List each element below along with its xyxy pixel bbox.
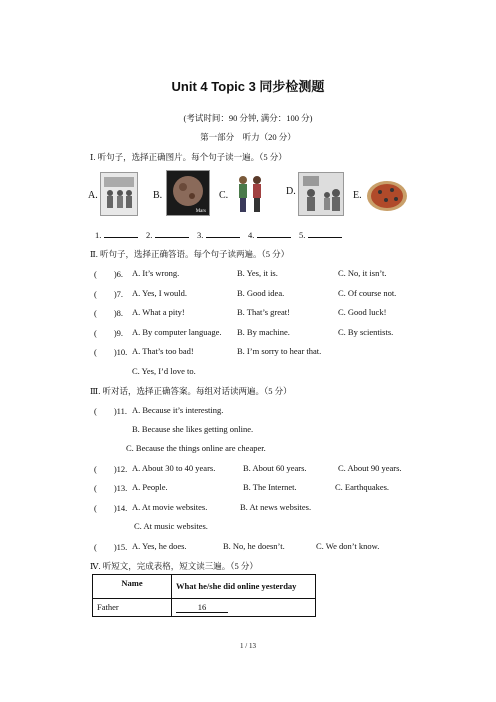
q10-option-c[interactable]: C. Yes, I’d love to. bbox=[132, 366, 196, 376]
option-e-label: E. bbox=[353, 190, 362, 201]
answer-3-label: 3. bbox=[197, 230, 204, 240]
q13-option-b[interactable]: B. The Internet. bbox=[243, 482, 297, 492]
mars-caption: Mars bbox=[195, 209, 206, 214]
page-title: Unit 4 Topic 3 同步检测题 bbox=[171, 79, 325, 94]
answer-table bbox=[92, 574, 316, 617]
q12-option-a[interactable]: A. About 30 to 40 years. bbox=[132, 463, 216, 473]
answer-1-blank[interactable] bbox=[104, 229, 138, 238]
q6-option-c[interactable]: C. No, it isn’t. bbox=[338, 268, 387, 278]
q6-number: ( )6. bbox=[94, 269, 124, 279]
page-number: 1 / 13 bbox=[240, 642, 256, 650]
answer-2-label: 2. bbox=[146, 230, 153, 240]
q8-option-b[interactable]: B. That’s great! bbox=[237, 307, 290, 317]
answer-5-blank[interactable] bbox=[308, 229, 342, 238]
option-d-label: D. bbox=[286, 186, 296, 197]
q7-option-c[interactable]: C. Of course not. bbox=[338, 288, 397, 298]
answer-16-blank[interactable]: 16 bbox=[176, 602, 228, 613]
exam-info: (考试时间：90 分钟, 满分：100 分) bbox=[183, 113, 313, 123]
q15-option-a[interactable]: A. Yes, he does. bbox=[132, 541, 187, 551]
answer-1-label: 1. bbox=[95, 230, 102, 240]
q12-option-c[interactable]: C. About 90 years. bbox=[338, 463, 402, 473]
q9-option-c[interactable]: C. By scientists. bbox=[338, 327, 394, 337]
answer-4-label: 4. bbox=[248, 230, 255, 240]
q12-option-b[interactable]: B. About 60 years. bbox=[243, 463, 307, 473]
q11-number: ( )11. bbox=[94, 406, 127, 416]
picture-c-two-people bbox=[234, 172, 266, 214]
q8-number: ( )8. bbox=[94, 308, 124, 318]
q11-option-a[interactable]: A. Because it’s interesting. bbox=[132, 405, 224, 415]
table-row bbox=[93, 599, 316, 617]
q12-number: ( )12. bbox=[94, 464, 128, 474]
picture-d-family-room bbox=[298, 172, 344, 216]
q10-number: ( )10. bbox=[94, 347, 128, 357]
table-cell-name: Father bbox=[93, 599, 172, 617]
q13-number: ( )13. bbox=[94, 483, 128, 493]
q6-option-a[interactable]: A. It’s wrong. bbox=[132, 268, 180, 278]
answer-2-blank[interactable] bbox=[155, 229, 189, 238]
answer-4-blank[interactable] bbox=[257, 229, 291, 238]
section-1-heading: Ⅰ. 听句子，选择正确图片。每个句子读一遍。（5 分） bbox=[90, 152, 287, 162]
option-c-label: C. bbox=[219, 190, 229, 201]
q14-option-c[interactable]: C. At music websites. bbox=[134, 521, 208, 531]
option-a-label: A. bbox=[88, 190, 98, 201]
q13-option-c[interactable]: C. Earthquakes. bbox=[335, 482, 390, 492]
table-header-row bbox=[93, 575, 316, 599]
section-2-heading: Ⅱ. 听句子，选择正确答语。每个句子读两遍。（5 分） bbox=[90, 249, 290, 259]
q10-option-a[interactable]: A. That’s too bad! bbox=[132, 346, 194, 356]
q7-option-a[interactable]: A. Yes, I would. bbox=[132, 288, 188, 298]
q11-option-c[interactable]: C. Because the things online are cheaper. bbox=[126, 443, 266, 453]
q15-option-c[interactable]: C. We don’t know. bbox=[316, 541, 380, 551]
picture-e-pizza bbox=[366, 178, 408, 214]
q15-option-b[interactable]: B. No, he doesn’t. bbox=[223, 541, 285, 551]
q13-option-a[interactable]: A. People. bbox=[132, 482, 168, 492]
q10-option-b[interactable]: B. I’m sorry to hear that. bbox=[237, 346, 322, 356]
q6-option-b[interactable]: B. Yes, it is. bbox=[237, 268, 278, 278]
table-header-name: Name bbox=[93, 575, 172, 599]
picture-a-people-computers bbox=[100, 172, 138, 216]
table-cell-answer[interactable] bbox=[172, 599, 316, 617]
q11-option-b[interactable]: B. Because she likes getting online. bbox=[132, 424, 254, 434]
section-4-heading: Ⅳ. 听短文，完成表格，短文读三遍。（5 分） bbox=[90, 561, 258, 571]
q9-option-b[interactable]: B. By machine. bbox=[237, 327, 290, 337]
option-b-label: B. bbox=[153, 190, 163, 201]
q8-option-c[interactable]: C. Good luck! bbox=[338, 307, 387, 317]
answer-blanks bbox=[95, 229, 342, 240]
q9-number: ( )9. bbox=[94, 328, 124, 338]
q9-option-a[interactable]: A. By computer language. bbox=[132, 327, 222, 337]
q15-number: ( )15. bbox=[94, 542, 128, 552]
part-one-heading: 第一部分 听力（20 分） bbox=[200, 132, 296, 142]
q14-option-b[interactable]: B. At news websites. bbox=[240, 502, 312, 512]
table-header-activity: What he/she did online yesterday bbox=[172, 575, 316, 599]
section-3-heading: Ⅲ. 听对话，选择正确答案。每组对话读两遍。（5 分） bbox=[90, 386, 292, 396]
answer-5-label: 5. bbox=[299, 230, 306, 240]
q7-option-b[interactable]: B. Good idea. bbox=[237, 288, 285, 298]
q14-number: ( )14. bbox=[94, 503, 128, 513]
picture-b-mars-planet bbox=[166, 170, 210, 216]
q8-option-a[interactable]: A. What a pity! bbox=[132, 307, 185, 317]
q14-option-a[interactable]: A. At movie websites. bbox=[132, 502, 208, 512]
q7-number: ( )7. bbox=[94, 289, 124, 299]
answer-3-blank[interactable] bbox=[206, 229, 240, 238]
